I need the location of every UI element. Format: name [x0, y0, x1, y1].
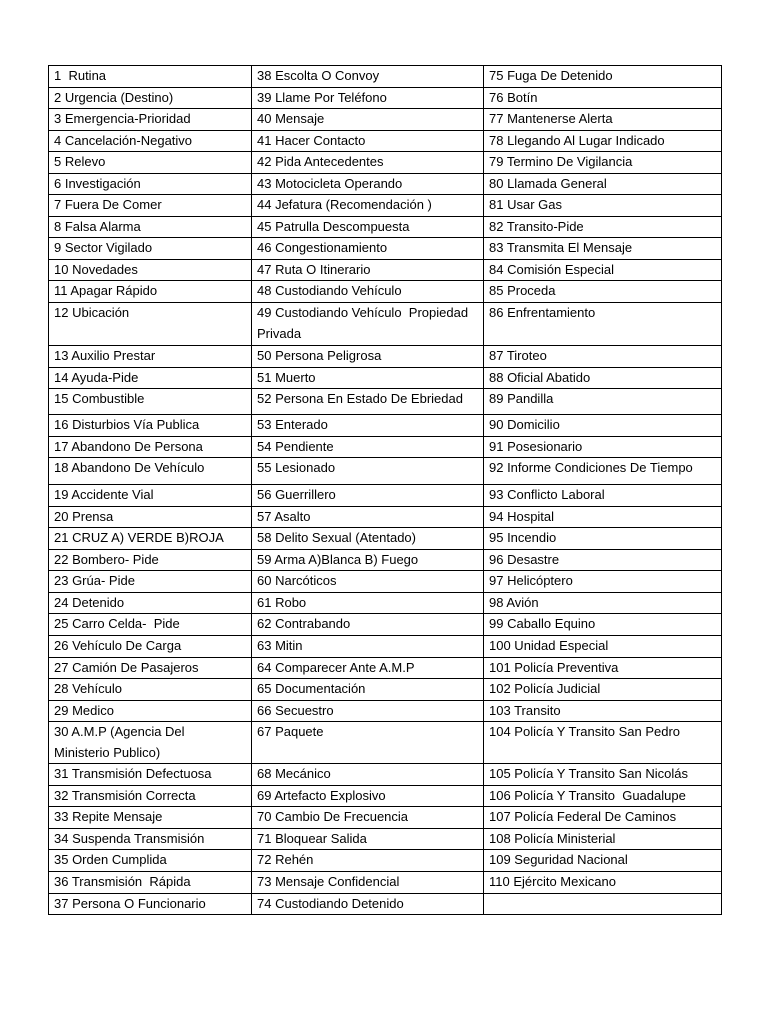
table-row [49, 485, 722, 507]
code-cell: 18 Abandono De Vehículo [49, 458, 252, 485]
code-cell: 23 Grúa- Pide [49, 571, 252, 593]
code-cell: 80 Llamada General [484, 173, 722, 195]
table-row [49, 807, 722, 829]
table-row [49, 871, 722, 893]
code-cell: 12 Ubicación [49, 303, 252, 346]
code-cell: 70 Cambio De Frecuencia [252, 807, 484, 829]
code-cell: 26 Vehículo De Carga [49, 636, 252, 658]
table-row [49, 657, 722, 679]
code-cell: 27 Camión De Pasajeros [49, 657, 252, 679]
code-cell: 89 Pandilla [484, 389, 722, 415]
code-cell: 59 Arma A)Blanca B) Fuego [252, 549, 484, 571]
code-cell: 105 Policía Y Transito San Nicolás [484, 764, 722, 786]
code-cell: 42 Pida Antecedentes [252, 152, 484, 174]
code-cell: 76 Botín [484, 87, 722, 109]
code-cell: 2 Urgencia (Destino) [49, 87, 252, 109]
code-cell: 88 Oficial Abatido [484, 367, 722, 389]
code-cell: 77 Mantenerse Alerta [484, 109, 722, 131]
code-cell: 6 Investigación [49, 173, 252, 195]
table-row [49, 303, 722, 346]
table-row [49, 636, 722, 658]
code-cell: 84 Comisión Especial [484, 259, 722, 281]
code-cell: 56 Guerrillero [252, 485, 484, 507]
code-cell: 3 Emergencia-Prioridad [49, 109, 252, 131]
table-row [49, 87, 722, 109]
table-row [49, 458, 722, 485]
table-row [49, 764, 722, 786]
code-cell: 107 Policía Federal De Caminos [484, 807, 722, 829]
code-cell: 85 Proceda [484, 281, 722, 303]
code-cell: 53 Enterado [252, 415, 484, 437]
code-cell: 13 Auxilio Prestar [49, 346, 252, 368]
code-cell: 15 Combustible [49, 389, 252, 415]
code-cell: 100 Unidad Especial [484, 636, 722, 658]
code-cell: 43 Motocicleta Operando [252, 173, 484, 195]
code-cell: 92 Informe Condiciones De Tiempo [484, 458, 722, 485]
code-cell: 40 Mensaje [252, 109, 484, 131]
table-row [49, 700, 722, 722]
code-cell: 90 Domicilio [484, 415, 722, 437]
table-row [49, 415, 722, 437]
table-row [49, 850, 722, 872]
code-cell: 50 Persona Peligrosa [252, 346, 484, 368]
code-cell: 81 Usar Gas [484, 195, 722, 217]
table-row [49, 152, 722, 174]
code-cell: 101 Policía Preventiva [484, 657, 722, 679]
table-row [49, 389, 722, 415]
code-cell: 17 Abandono De Persona [49, 436, 252, 458]
code-cell: 61 Robo [252, 592, 484, 614]
code-cell: 44 Jefatura (Recomendación ) [252, 195, 484, 217]
code-cell: 75 Fuga De Detenido [484, 66, 722, 88]
table-row [49, 528, 722, 550]
code-cell: 55 Lesionado [252, 458, 484, 485]
table-row [49, 506, 722, 528]
table-row [49, 281, 722, 303]
code-cell: 1 Rutina [49, 66, 252, 88]
code-cell: 62 Contrabando [252, 614, 484, 636]
table-row [49, 130, 722, 152]
code-cell: 58 Delito Sexual (Atentado) [252, 528, 484, 550]
code-cell: 98 Avión [484, 592, 722, 614]
code-cell: 72 Rehén [252, 850, 484, 872]
table-row [49, 216, 722, 238]
code-cell: 71 Bloquear Salida [252, 828, 484, 850]
code-cell: 25 Carro Celda- Pide [49, 614, 252, 636]
table-row [49, 785, 722, 807]
code-cell: 32 Transmisión Correcta [49, 785, 252, 807]
code-cell: 91 Posesionario [484, 436, 722, 458]
code-cell: 79 Termino De Vigilancia [484, 152, 722, 174]
code-cell: 47 Ruta O Itinerario [252, 259, 484, 281]
code-cell: 103 Transito [484, 700, 722, 722]
table-row [49, 346, 722, 368]
code-cell: 82 Transito-Pide [484, 216, 722, 238]
code-cell: 24 Detenido [49, 592, 252, 614]
code-cell: 106 Policía Y Transito Guadalupe [484, 785, 722, 807]
code-cell: 74 Custodiando Detenido [252, 893, 484, 915]
code-cell: 97 Helicóptero [484, 571, 722, 593]
table-row [49, 173, 722, 195]
code-cell: 73 Mensaje Confidencial [252, 871, 484, 893]
table-row [49, 614, 722, 636]
table-row [49, 893, 722, 915]
code-cell: 64 Comparecer Ante A.M.P [252, 657, 484, 679]
code-cell: 19 Accidente Vial [49, 485, 252, 507]
table-row [49, 259, 722, 281]
code-cell: 110 Ejército Mexicano [484, 871, 722, 893]
code-cell: 52 Persona En Estado De Ebriedad [252, 389, 484, 415]
code-cell: 51 Muerto [252, 367, 484, 389]
code-cell: 48 Custodiando Vehículo [252, 281, 484, 303]
code-cell: 87 Tiroteo [484, 346, 722, 368]
code-cell: 60 Narcóticos [252, 571, 484, 593]
table-row [49, 592, 722, 614]
code-cell: 14 Ayuda-Pide [49, 367, 252, 389]
code-cell: 46 Congestionamiento [252, 238, 484, 260]
table-row [49, 367, 722, 389]
code-cell: 28 Vehículo [49, 679, 252, 701]
code-cell: 8 Falsa Alarma [49, 216, 252, 238]
code-cell: 66 Secuestro [252, 700, 484, 722]
table-row [49, 109, 722, 131]
code-cell: 16 Disturbios Vía Publica [49, 415, 252, 437]
table-row [49, 436, 722, 458]
table-row [49, 549, 722, 571]
code-cell: 49 Custodiando Vehículo Propiedad Privada [252, 303, 484, 346]
code-cell: 22 Bombero- Pide [49, 549, 252, 571]
code-cell: 69 Artefacto Explosivo [252, 785, 484, 807]
codes-table-body [49, 66, 722, 915]
code-cell: 9 Sector Vigilado [49, 238, 252, 260]
code-cell: 108 Policía Ministerial [484, 828, 722, 850]
code-cell: 37 Persona O Funcionario [49, 893, 252, 915]
code-cell: 57 Asalto [252, 506, 484, 528]
code-cell: 7 Fuera De Comer [49, 195, 252, 217]
code-cell: 68 Mecánico [252, 764, 484, 786]
empty-cell [484, 893, 722, 915]
table-row [49, 195, 722, 217]
code-cell: 30 A.M.P (Agencia Del Ministerio Publico) [49, 722, 252, 764]
code-cell: 65 Documentación [252, 679, 484, 701]
code-cell: 78 Llegando Al Lugar Indicado [484, 130, 722, 152]
code-cell: 36 Transmisión Rápida [49, 871, 252, 893]
code-cell: 94 Hospital [484, 506, 722, 528]
code-cell: 99 Caballo Equino [484, 614, 722, 636]
table-row [49, 238, 722, 260]
code-cell: 38 Escolta O Convoy [252, 66, 484, 88]
code-cell: 31 Transmisión Defectuosa [49, 764, 252, 786]
code-cell: 33 Repite Mensaje [49, 807, 252, 829]
code-cell: 63 Mitin [252, 636, 484, 658]
code-cell: 109 Seguridad Nacional [484, 850, 722, 872]
code-cell: 96 Desastre [484, 549, 722, 571]
code-cell: 95 Incendio [484, 528, 722, 550]
code-cell: 29 Medico [49, 700, 252, 722]
code-cell: 11 Apagar Rápido [49, 281, 252, 303]
code-cell: 41 Hacer Contacto [252, 130, 484, 152]
code-cell: 93 Conflicto Laboral [484, 485, 722, 507]
table-row [49, 828, 722, 850]
code-cell: 54 Pendiente [252, 436, 484, 458]
code-cell: 86 Enfrentamiento [484, 303, 722, 346]
code-cell: 39 Llame Por Teléfono [252, 87, 484, 109]
table-row [49, 66, 722, 88]
code-cell: 20 Prensa [49, 506, 252, 528]
table-row [49, 722, 722, 764]
code-cell: 104 Policía Y Transito San Pedro [484, 722, 722, 764]
table-row [49, 571, 722, 593]
code-cell: 4 Cancelación-Negativo [49, 130, 252, 152]
code-cell: 34 Suspenda Transmisión [49, 828, 252, 850]
code-cell: 5 Relevo [49, 152, 252, 174]
code-cell: 83 Transmita El Mensaje [484, 238, 722, 260]
code-cell: 102 Policía Judicial [484, 679, 722, 701]
code-cell: 21 CRUZ A) VERDE B)ROJA [49, 528, 252, 550]
code-cell: 10 Novedades [49, 259, 252, 281]
code-cell: 35 Orden Cumplida [49, 850, 252, 872]
table-row [49, 679, 722, 701]
radio-codes-table [48, 65, 722, 915]
code-cell: 45 Patrulla Descompuesta [252, 216, 484, 238]
code-cell: 67 Paquete [252, 722, 484, 764]
